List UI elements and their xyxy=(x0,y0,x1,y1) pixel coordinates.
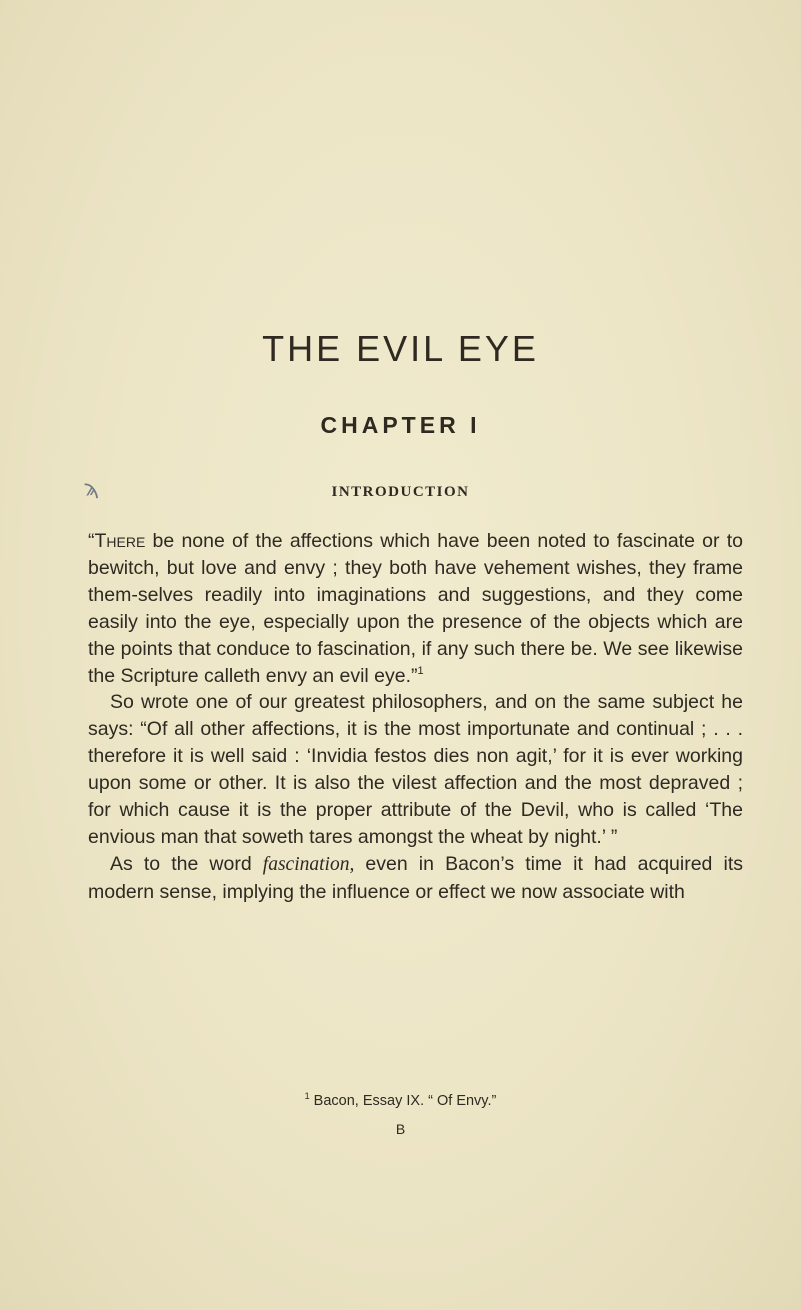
footnote-reference: 1 xyxy=(417,664,424,677)
paragraph-3-text-before: As to the word xyxy=(110,852,263,875)
book-title: THE EVIL EYE xyxy=(262,328,539,369)
opening-quote: “ xyxy=(88,530,95,552)
body-text xyxy=(88,528,743,906)
margin-pencil-mark: ϡ xyxy=(82,475,100,502)
paragraph-2: So wrote one of our greatest philosophers, and on the same subject he says: “Of all other affections, it is the most importunate and continual ; . . . therefore it is well said : ‘Invidia festos dies non agit,’ for it is ever working upon some or other. It is also the vilest affection and the most depraved ; for which cause it is the proper attribute of the Devil, who is called ‘The envious man that soweth tares amongst the wheat by night.’ ” xyxy=(88,691,743,848)
footnote-number: 1 xyxy=(304,1091,310,1101)
paragraph-1-text: be none of the affections which have been noted to fascinate or to bewitch, but love and envy ; they both have vehement wishes, they frame them-selves readily into imaginations and suggestions, and they come easily into the eye, especially upon the presence of the objects which are the points that conduce to fascination, if any such there be. We see likewise the Scripture calleth envy an evil eye.” xyxy=(88,530,743,687)
small-caps-opening-word: There xyxy=(94,530,146,552)
italic-term: fascination, xyxy=(262,853,355,875)
chapter-title: CHAPTER I xyxy=(320,412,481,438)
section-title: INTRODUCTION xyxy=(331,484,470,500)
paragraph-3-text-after: even in Bacon’s time it had acquired its modern sense, implying the influence or effect we now associate with xyxy=(88,852,743,903)
footnote xyxy=(0,1093,801,1109)
footnote-text: Bacon, Essay IX. “ Of Envy.” xyxy=(309,1093,497,1109)
signature-mark: B xyxy=(395,1121,406,1137)
paragraph-1 xyxy=(88,528,743,689)
paragraph-3 xyxy=(88,851,743,906)
